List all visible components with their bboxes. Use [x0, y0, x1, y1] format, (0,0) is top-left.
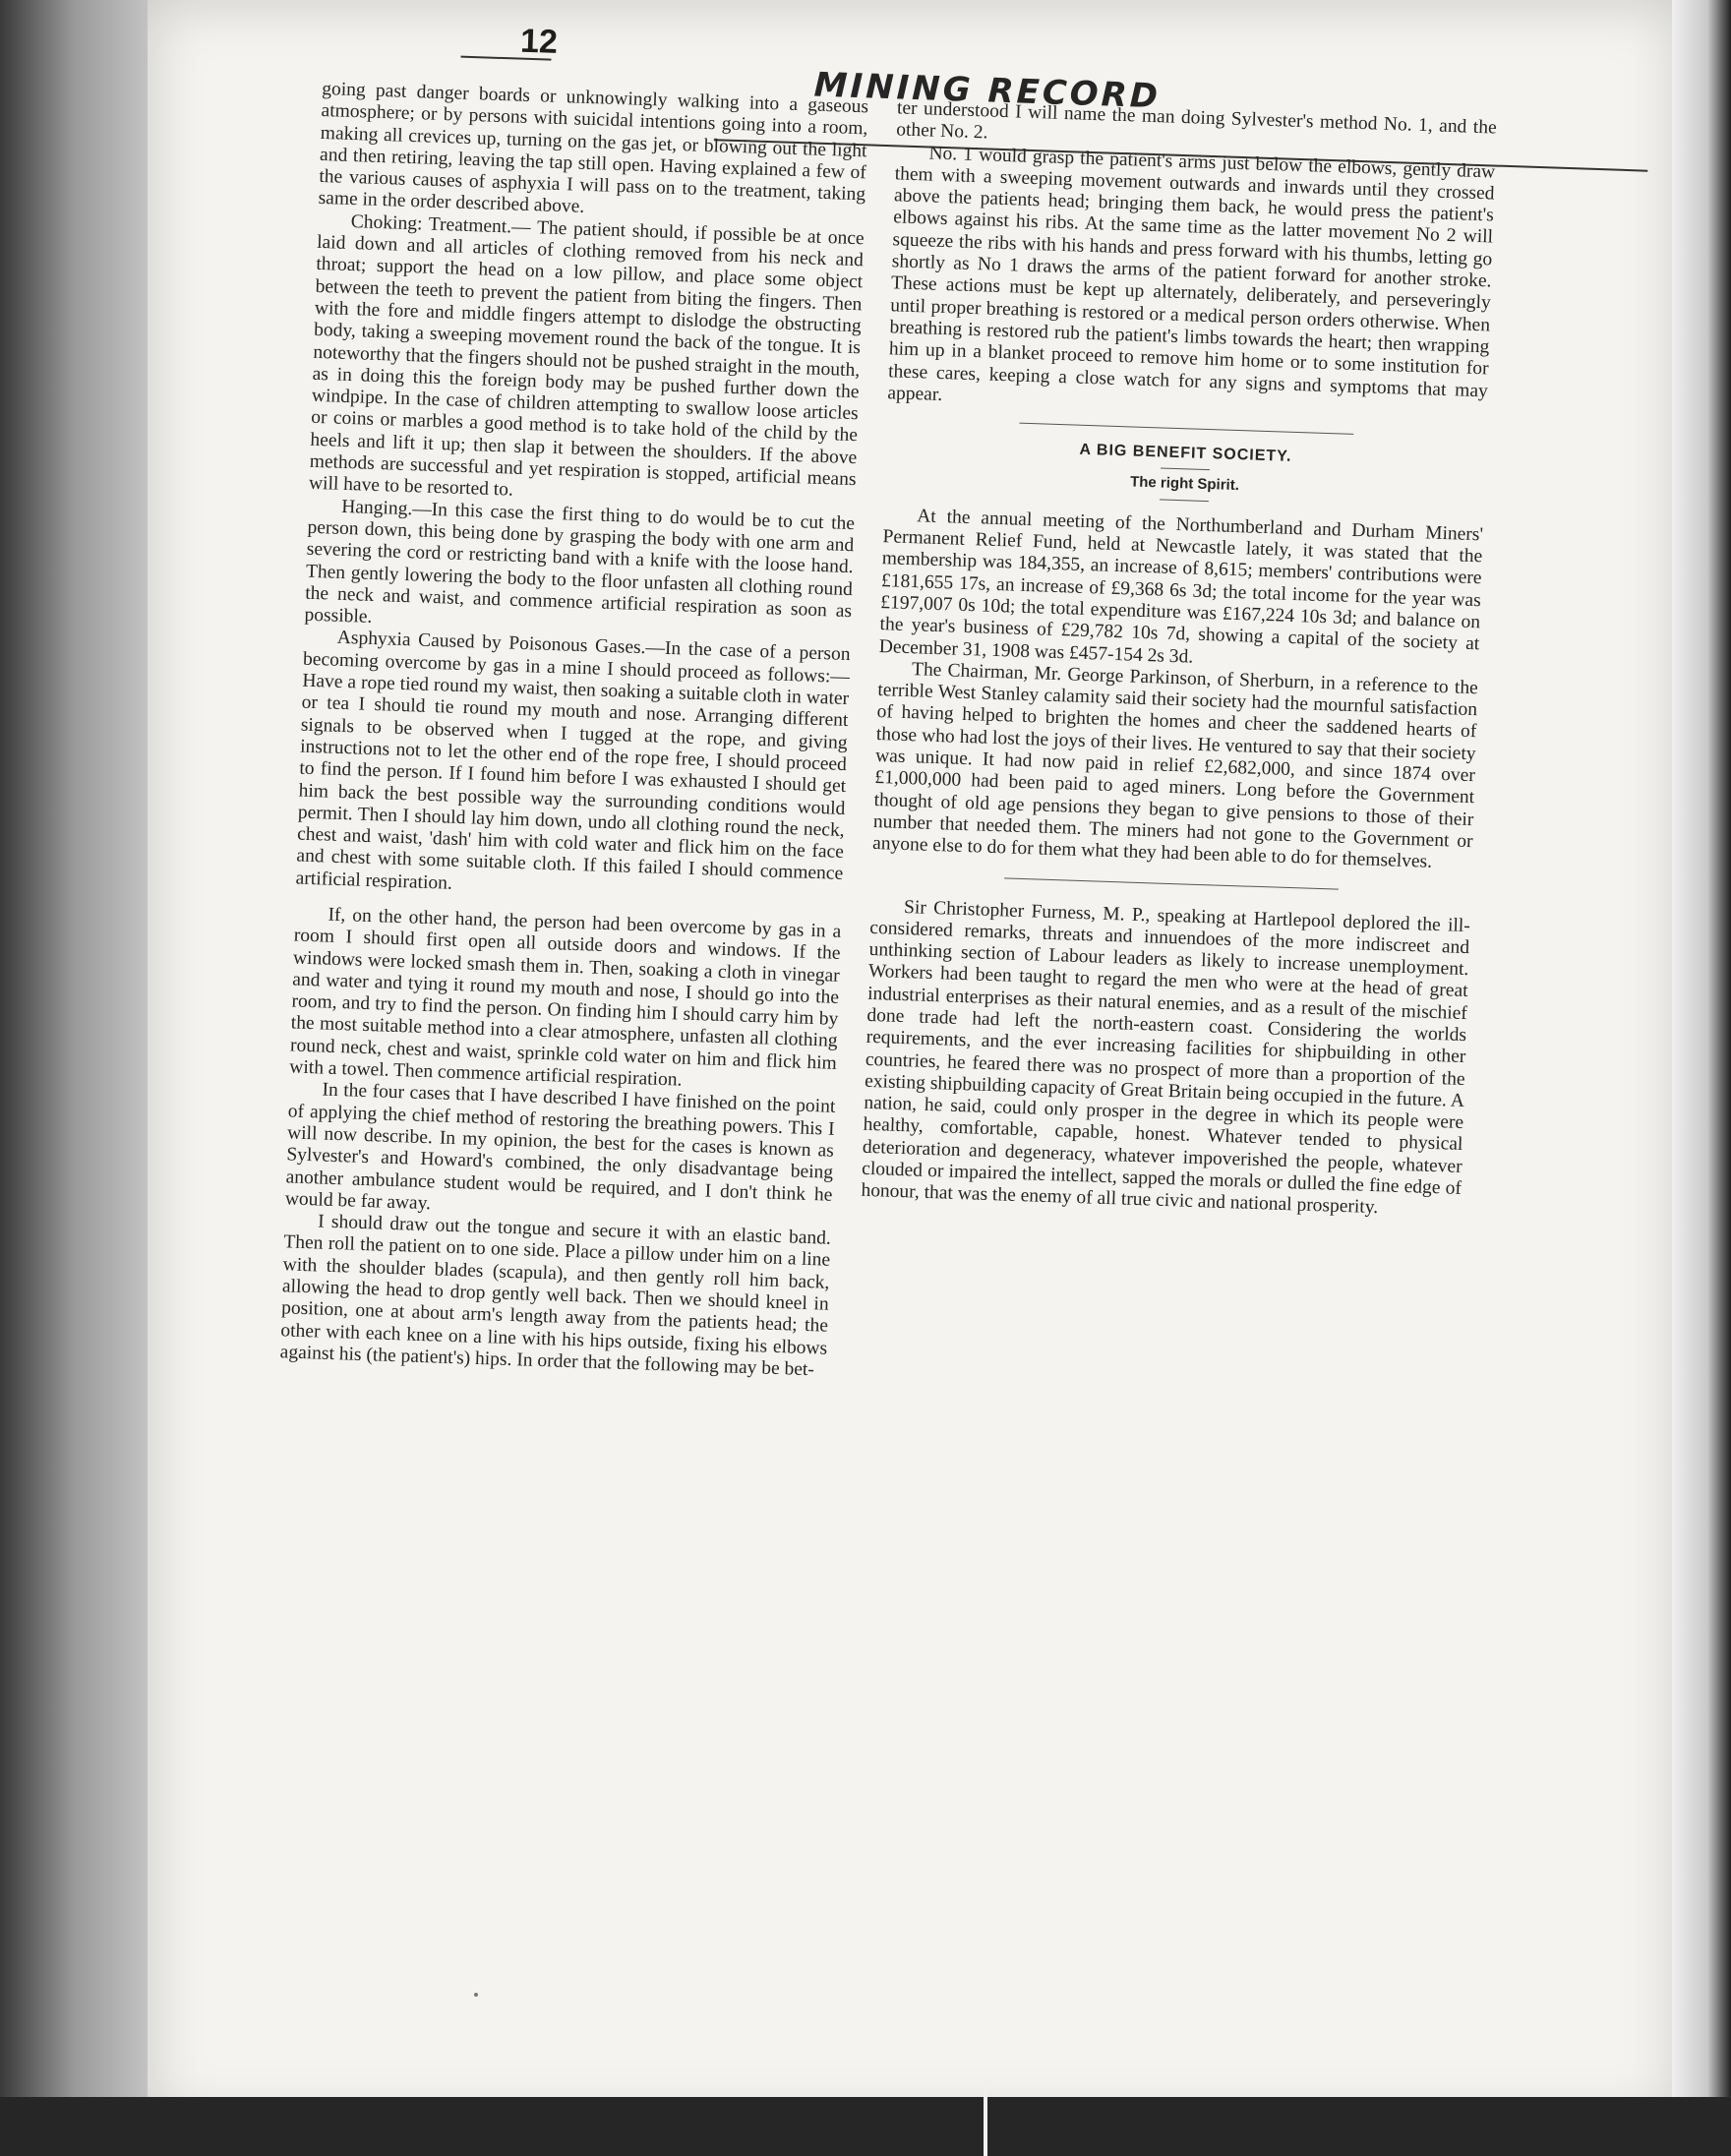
- running-head: MINING RECORD: [813, 65, 1162, 117]
- heading-rule: [1161, 468, 1210, 471]
- furness-paragraph: Sir Christopher Furness, M. P., speaking at Hartlepool deplored the ill-considered remarks, threats and innuendoes of the more indiscreet and unthinking section of Labour leaders as likely to increase unemployment. Workers had been taught to regard the men who were at the head of great industrial enterprises as their natural enemies, and as a result of the mischief done trade had left the north-eastern coast. Considering the worlds requirements, and the ever increasing facilities for shipbuilding in other countries, he feared there was no prospect of more than a proportion of the existing shipbuilding capacity of Great Britain being occupied in the future. A nation, he said, could only prosper in the degree in which its people were healthy, comfortable, capable, honest. Whatever tended to physical deterioration and degeneracy, whatever impoverished the people, whatever clouded or impaired the intellect, sapped the morals or dulled the fine edge of honour, that was the enemy of all true civic and national prosperity.: [861, 896, 1471, 1219]
- article-paragraph: In the four cases that I have described I have finished on the point of applying the chief method of restoring the breathing powers. This I will now describe. In my opinion, the best for the cases is known as Sylvester's and Howard's combined, the only disadvantage being another ambulance student would be required, and I don't think he would be far away.: [284, 1079, 836, 1215]
- article-paragraph: Asphyxia Caused by Poisonous Gases.—In the case of a person becoming overcome by gas in a mine I should proceed as follows:—Have a rope tied round my waist, then soaking a suitable cloth in water or tea I should tie round my mouth and nose. Arranging different signals to be observed when I tugged at the rope, and giving instructions not to let the other end of the rope free, I should proceed to find the person. If I found him before I was exhausted I should get him back the best possible way the surrounding conditions would permit. Then I should lay him down, undo all clothing round the neck, chest and waist, 'dash' him with cold water and flick him on the face and chest with some suitable cloth. If this failed I should commence artificial respiration.: [295, 628, 851, 894]
- binding-mark: [984, 2087, 987, 2156]
- society-subheading: The right Spirit.: [1129, 473, 1240, 495]
- article-paragraph: going past danger boards or unknowingly walking into a gaseous atmosphere; or by persons with suicidal intentions going into a room, making all crevices up, turning on the gas jet, or blowing out the light and then retiring, leaving the tap still open. Having explained a few of the various causes of asphyxia I will pass on to the treatment, taking same in the order described above.: [318, 78, 869, 218]
- society-heading: A BIG BENEFIT SOCIETY.: [1079, 441, 1292, 466]
- society-paragraph: At the annual meeting of the Northumberland and Durham Miners' Permanent Relief Fund, held at Newcastle lately, it was stated that the membership was 184,355, an increase of 8,615; members' contributions were £181,655 17s, an increase of £9,368 6s 3d; the total income for the year was £197,007 0s 10d; the total expenditure was £167,224 10s 3d; and balance on the year's business of £29,782 10s 7d, showing a capital of the society at December 31, 1908 was £457-154 2s 3d.: [878, 506, 1484, 668]
- page-right-edge: [1672, 0, 1731, 2156]
- subheading-rule: [1160, 499, 1209, 502]
- section-divider: [1019, 423, 1353, 435]
- scan-bottom-band: [0, 2097, 1731, 2156]
- society-paragraph: The Chairman, Mr. George Parkinson, of Sherburn, in a reference to the terrible West Stanley calamity said their society had the mournful satisfaction of having helped to brighten the homes and cheer the saddened hearts of those who had lost the joys of their lives. He ventured to say that their society was unique. It had now paid in relief £2,682,000, and since 1874 over £1,000,000 had been paid to aged miners. Long before the Government thought of old age pensions they began to give pensions to those of their number that needed them. The miners had not gone to the Government or anyone else to do for them what they had been able to do for themselves.: [871, 658, 1479, 873]
- article-paragraph: If, on the other hand, the person had been overcome by gas in a room I should first open all outside doors and windows. If the windows were locked smash them in. Then, soaking a cloth in vinegar and water and tying it round my mouth and nose, I should go into the room, and try to find the person. On finding him I should carry him by the most suitable method into a clear atmosphere, unfasten all clothing round neck, chest and waist, sprinkle cold water on him and flick him with a towel. Then commence artificial respiration.: [288, 904, 842, 1091]
- page-number: 12: [519, 22, 559, 61]
- article-paragraph: Choking: Treatment.— The patient should, if possible be at once laid down and all articles of clothing removed from his neck and throat; support the head on a low pillow, and place some object between the teeth to prevent the patient from biting the fingers. Then with the fore and middle fingers attempt to dislodge the obstructing body, taking a sweeping movement round the back of the tongue. It is noteworthy that the fingers should not be pushed straight in the mouth, as in doing this the foreign body may be pushed further down the windpipe. In the case of children attempting to swallow loose articles or coins or marbles a good method is to take hold of the child by the heels and lift it up; then slap it between the shoulders. If the above methods are successful and yet respiration is stopped, artificial means will have to be resorted to.: [308, 210, 865, 501]
- article-paragraph: No. 1 would grasp the patient's arms just below the elbows, gently draw them with a sweeping movement outwards and inwards until they crossed above the patients head; bringing them back, he would press the patient's elbows against his ribs. At the same time as the latter movement No 2 will squeeze the ribs with his hands and press forward with his thumbs, letting go shortly as No 1 draws the arms of the patient forward for another stroke. These actions must be kept up alternately, deliberately, and perseveringly until proper breathing is restored or a medical person orders otherwise. When breathing is restored rub the patient's limbs towards the heart; then wrapping him up in a blanket proceed to remove him home or to some institution for these cares, keeping a close watch for any signs and symptoms that may appear.: [887, 143, 1496, 405]
- section-divider: [1004, 877, 1339, 889]
- article-paragraph: I should draw out the tongue and secure it with an elastic band. Then roll the patient on to one side. Place a pillow under him on a line with the shoulder blades (scapula), and then gently roll him back, allowing the head to drop gently well back. Then we should kneel in position, one at about arm's length away from the patients head; the other with each knee on a line with his hips outside, fixing his elbows against his (the patient's) hips. In order that the following may be bet-: [279, 1211, 832, 1381]
- left-column: [279, 79, 868, 1382]
- right-column: [861, 97, 1497, 1222]
- printed-page: [259, 10, 1652, 2050]
- article-paragraph: ter understood I will name the man doing Sylvester's method No. 1, and the other No. 2.: [895, 97, 1498, 144]
- article-paragraph: Hanging.—In this case the first thing to do would be to cut the person down, this being done by grasping the body with one arm and severing the cord or restricting band with a knife with the loose hand. Then gently lowering the body to the floor unfasten all clothing round the neck and waist, and commence artificial respiration as soon as possible.: [304, 496, 856, 629]
